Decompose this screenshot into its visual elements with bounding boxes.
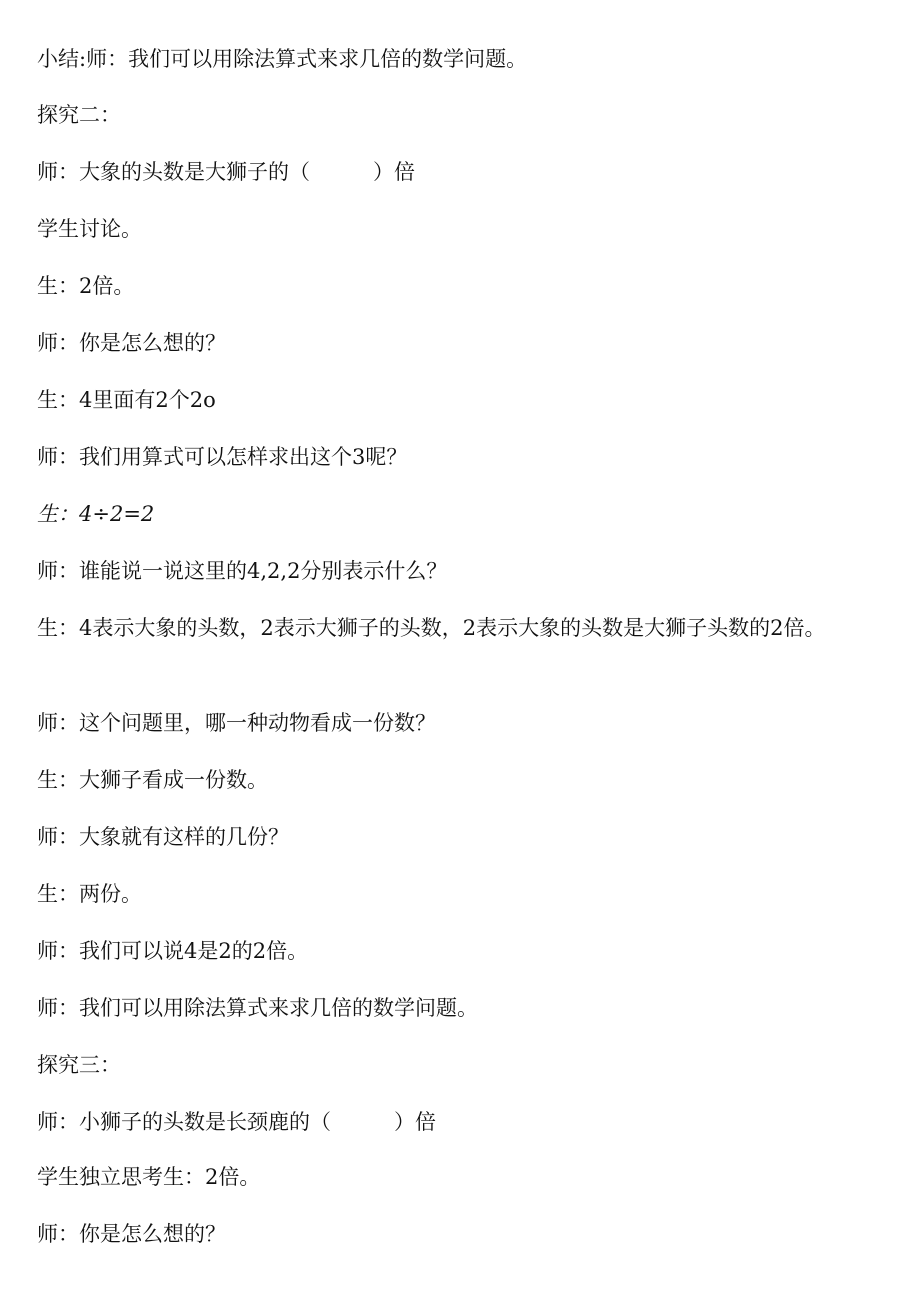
summary-line: 小结:师：我们可以用除法算式来求几倍的数学问题。 <box>37 47 528 71</box>
teacher-question-line: 师：这个问题里，哪一种动物看成一份数？ <box>37 711 436 735</box>
section-heading-explore-3: 探究三： <box>37 1053 121 1077</box>
section-heading-explore-2: 探究二： <box>37 103 121 127</box>
teacher-summary-line: 师：我们可以用除法算式来求几倍的数学问题。 <box>37 996 478 1020</box>
teacher-question-line: 师：小狮子的头数是长颈鹿的（ ）倍 <box>37 1110 436 1134</box>
student-discussion-line: 学生讨论。 <box>37 217 142 241</box>
teacher-question-line: 师：我们用算式可以怎样求出这个3呢？ <box>37 445 408 469</box>
teacher-question-line: 师：你是怎么想的？ <box>37 331 226 355</box>
student-answer-line: 生：4里面有2个2o <box>37 388 216 412</box>
student-thinking-line: 学生独立思考生：2倍。 <box>37 1165 261 1189</box>
teacher-question-line: 师：大象的头数是大狮子的（ ）倍 <box>37 160 415 184</box>
student-answer-line: 生：2倍。 <box>37 274 135 298</box>
teacher-question-line: 师：你是怎么想的？ <box>37 1222 226 1246</box>
student-answer-line: 生：大狮子看成一份数。 <box>37 768 268 792</box>
student-equation-line: 生：4÷2=2 <box>37 502 155 526</box>
student-answer-paragraph: 生：4表示大象的头数，2表示大狮子的头数，2表示大象的头数是大狮子头数的2倍。 <box>37 616 826 640</box>
teacher-statement-line: 师：我们可以说4是2的2倍。 <box>37 939 309 963</box>
teacher-question-line: 师：谁能说一说这里的4,2,2分别表示什么？ <box>37 559 448 583</box>
student-answer-line: 生：两份。 <box>37 882 142 906</box>
teacher-question-line: 师：大象就有这样的几份？ <box>37 825 289 849</box>
